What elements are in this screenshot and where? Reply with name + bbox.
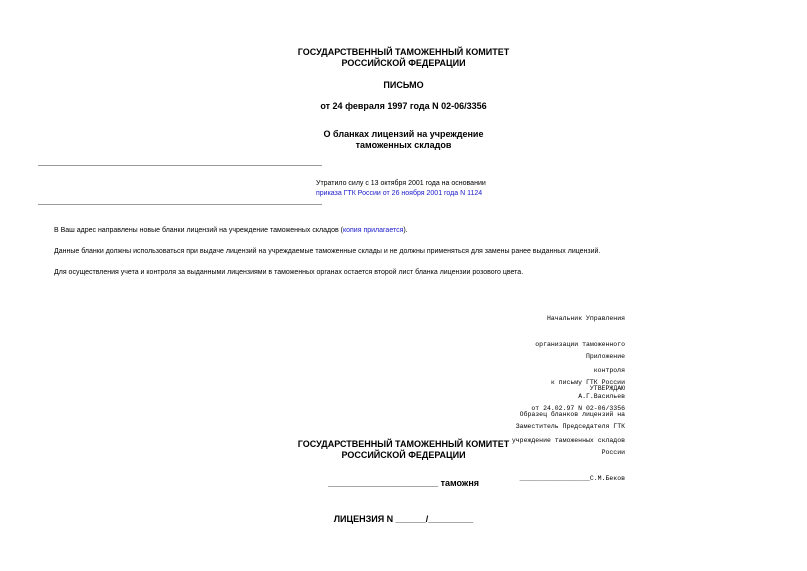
- form-org-line2: РОССИЙСКОЙ ФЕДЕРАЦИИ: [341, 450, 466, 460]
- org-name-line2: РОССИЙСКОЙ ФЕДЕРАЦИИ: [341, 58, 466, 68]
- signature-line-1: Начальник Управления: [546, 315, 625, 323]
- org-name-line1: ГОСУДАРСТВЕННЫЙ ТАМОЖЕННЫЙ КОМИТЕТ: [297, 47, 510, 57]
- deputy-line-1: Заместитель Председателя ГТК: [515, 423, 625, 431]
- signature-name: А.Г.Васильев: [578, 392, 625, 400]
- divider-top: [38, 165, 322, 166]
- document-type: ПИСЬМО: [383, 80, 424, 90]
- signature-line-2: организации таможенного: [535, 340, 625, 348]
- body-paragraph-3: Для осуществления учета и контроля за выданными лицензиями в таможенных органах остается второй лист бланка лицензии розового цвета.: [54, 269, 524, 276]
- signature-line-3: контроля: [593, 366, 625, 374]
- approved-line-2: Образец бланков лицензий на: [519, 410, 625, 418]
- subject-line2: таможенных складов: [355, 140, 452, 150]
- body-paragraph-2: Данные бланки должны использоваться при выдаче лицензий на учреждаемые таможенные склады и не должны применяться для замены ранее выданных лицензий.: [54, 248, 601, 255]
- form-org-line1: ГОСУДАРСТВЕННЫЙ ТАМОЖЕННЫЙ КОМИТЕТ: [297, 439, 510, 449]
- form-license-number: ЛИЦЕНЗИЯ N ______/_________: [333, 514, 474, 524]
- appendix-line-1: Приложение: [585, 353, 625, 361]
- status-link[interactable]: приказа ГТК России от 26 ноября 2001 года N 1124: [316, 190, 483, 197]
- paragraph-1-text: В Ваш адрес направлены новые бланки лицензий на учреждение таможенных складов (: [54, 227, 343, 234]
- document-date-number: от 24 февраля 1997 года N 02-06/3356: [320, 101, 487, 111]
- approved-line-1: УТВЕРЖДАЮ: [589, 385, 625, 393]
- subject-line1: О бланках лицензий на учреждение: [323, 129, 484, 139]
- appendix-line-2: к письму ГТК России: [550, 378, 625, 386]
- divider-bottom: [38, 204, 322, 205]
- appendix-line-3: от 24.02.97 N 02-06/3356: [531, 404, 625, 412]
- body-paragraph-1: [54, 226, 408, 235]
- status-text: Утратило силу с 13 октября 2001 года на основании: [316, 180, 486, 187]
- deputy-line-2: России: [601, 448, 625, 456]
- approved-line-3: учреждение таможенных складов: [511, 436, 625, 444]
- deputy-signature-line: __________________С.М.Беков: [519, 474, 625, 482]
- attachment-link[interactable]: копия прилагается: [342, 227, 404, 234]
- form-customs-line: ______________________ таможня: [327, 478, 480, 488]
- paragraph-1-end: ).: [403, 227, 408, 234]
